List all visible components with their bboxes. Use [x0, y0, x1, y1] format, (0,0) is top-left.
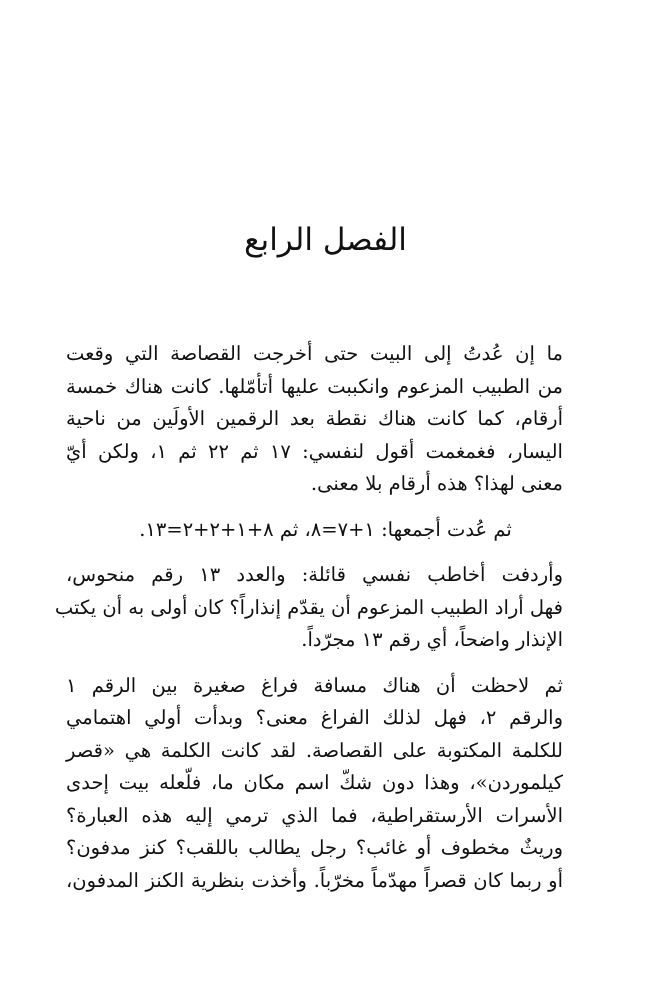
text-line: ثم لاحظت أن هناك مسافة فراغ صغيرة بين الرقم ١ [66, 673, 563, 697]
text-line: الأسرات الأرستقراطية، فما الذي ترمي إليه هذه العبارة؟ [66, 803, 563, 827]
paragraph-4 [66, 670, 585, 898]
chapter-title: الفصل الرابع [244, 222, 407, 258]
text-line: اليسار، فغمغمت أقول لنفسي: ١٧ ثم ٢٢ ثم ١، ولكن أيّ [66, 439, 563, 463]
text-line: من الطبيب المزعوم وانكببت عليها أتأمّلها. كانت هناك خمسة [66, 374, 563, 398]
paragraph-2 [66, 514, 585, 547]
text-line: معنى لهذا؟ هذه أرقام بلا معنى. [310, 472, 563, 495]
text-line: وأردفت أخاطب نفسي قائلة: والعدد ١٣ رقم منحوس، [66, 563, 563, 586]
paragraph-3 [54, 559, 585, 657]
text-line: والرقم ٢، فهل لذلك الفراغ معنى؟ وبدأت أولي اهتمامي [66, 706, 563, 729]
chapter-body [54, 338, 585, 910]
text-line: فهل أراد الطبيب المزعوم أن يقدّم إنذاراً؟ كان أولى به أن يكتب [54, 595, 563, 619]
text-line: أرقام، كما كانت هناك نقطة بعد الرقمين الأولَين من ناحية [66, 407, 563, 430]
text-line: ما إن عُدتُ إلى البيت حتى أخرجت القصاصة التي وقعت [66, 342, 563, 365]
text-line: وريثٌ مخطوف أو غائب؟ رجل يطالب باللقب؟ كنز مدفون؟ [66, 836, 563, 859]
text-line: كيلموردن»، وهذا دون شكّ اسم مكان ما، فلّعله بيت إحدى [66, 771, 563, 794]
text-line: الإنذار واضحاً، أي رقم ١٣ مجرّداً. [301, 628, 563, 651]
text-line: ثم عُدت أجمعها: ١+٧=٨، ثم ٨+١+٢+٢=١٣. [139, 517, 512, 541]
text-line: أو ربما كان قصراً مهدّماً مخرّباً. وأخذت بنظرية الكنز المدفون، [66, 868, 563, 892]
text-line: للكلمة المكتوبة على القصاصة. لقد كانت الكلمة هي «قصر [66, 738, 563, 762]
paragraph-1 [66, 338, 585, 501]
